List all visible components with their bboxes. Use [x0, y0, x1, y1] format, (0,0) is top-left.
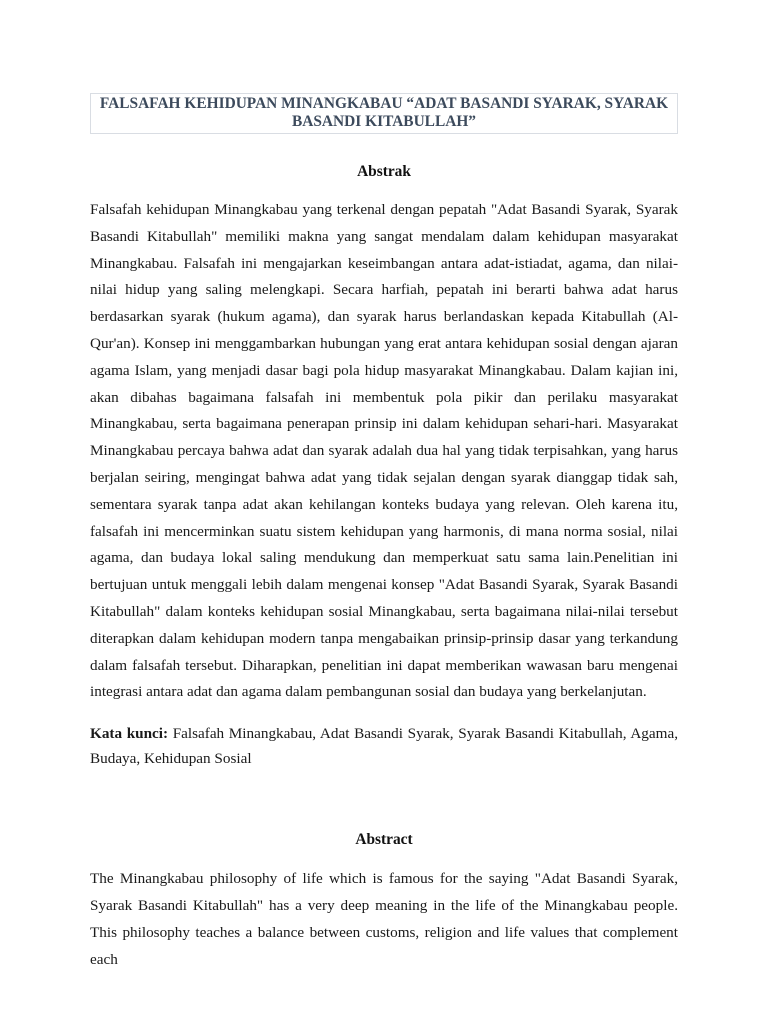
abstrak-paragraph: Falsafah kehidupan Minangkabau yang terkenal dengan pepatah "Adat Basandi Syarak, Syarak Basandi Kitabullah" memiliki makna yang sangat mendalam dalam kehidupan masyarakat Minangkabau. Falsafah ini mengajarkan keseimbangan antara adat-istiadat, agama, dan nilai-nilai hidup yang saling melengkapi. Secara harfiah, pepatah ini berarti bahwa adat harus berdasarkan syarak (hukum agama), dan syarak harus berlandaskan kepada Kitabullah (Al-Qur'an). Konsep ini menggambarkan hubungan yang erat antara kehidupan sosial dengan ajaran agama Islam, yang menjadi dasar bagi pola hidup masyarakat Minangkabau. Dalam kajian ini, akan dibahas bagaimana falsafah ini membentuk pola pikir dan perilaku masyarakat Minangkabau, serta bagaimana penerapan prinsip ini dalam kehidupan sehari-hari. Masyarakat Minangkabau percaya bahwa adat dan syarak adalah dua hal yang tidak terpisahkan, yang harus berjalan seiring, mengingat bahwa adat yang tidak sejalan dengan syarak dianggap tidak sah, sementara syarak tanpa adat akan kehilangan konteks budaya yang relevan. Oleh karena itu, falsafah ini mencerminkan suatu sistem kehidupan yang harmonis, di mana norma sosial, nilai agama, dan budaya lokal saling mendukung dan memperkuat satu sama lain.Penelitian ini bertujuan untuk menggali lebih dalam mengenai konsep "Adat Basandi Syarak, Syarak Basandi Kitabullah" dalam konteks kehidupan sosial Minangkabau, serta bagaimana nilai-nilai tersebut diterapkan dalam kehidupan modern tanpa mengabaikan prinsip-prinsip dasar yang terkandung dalam falsafah tersebut. Diharapkan, penelitian ini dapat memberikan wawasan baru mengenai integrasi antara adat dan agama dalam pembangunan sosial dan budaya yang berkelanjutan.: [90, 201, 678, 701]
keywords-paragraph: [90, 721, 678, 771]
abstrak-heading: Abstrak: [357, 163, 411, 180]
document-page: [90, 0, 678, 989]
keywords-label: Kata kunci:: [90, 725, 169, 743]
abstract-heading: Abstract: [355, 831, 413, 849]
keywords-text: Falsafah Minangkabau, Adat Basandi Syarak, Syarak Basandi Kitabullah, Agama, Budaya, Kehidupan Sosial: [90, 725, 678, 768]
document-title: FALSAFAH KEHIDUPAN MINANGKABAU “ADAT BASANDI SYARAK, SYARAK BASANDI KITABULLAH”: [90, 93, 678, 134]
abstract-paragraph: The Minangkabau philosophy of life which is famous for the saying "Adat Basandi Syarak, Syarak Basandi Kitabullah" has a very deep meaning in the life of the Minangkabau people. This philosophy teaches a balance between customs, religion and life values that complement each: [90, 870, 678, 968]
